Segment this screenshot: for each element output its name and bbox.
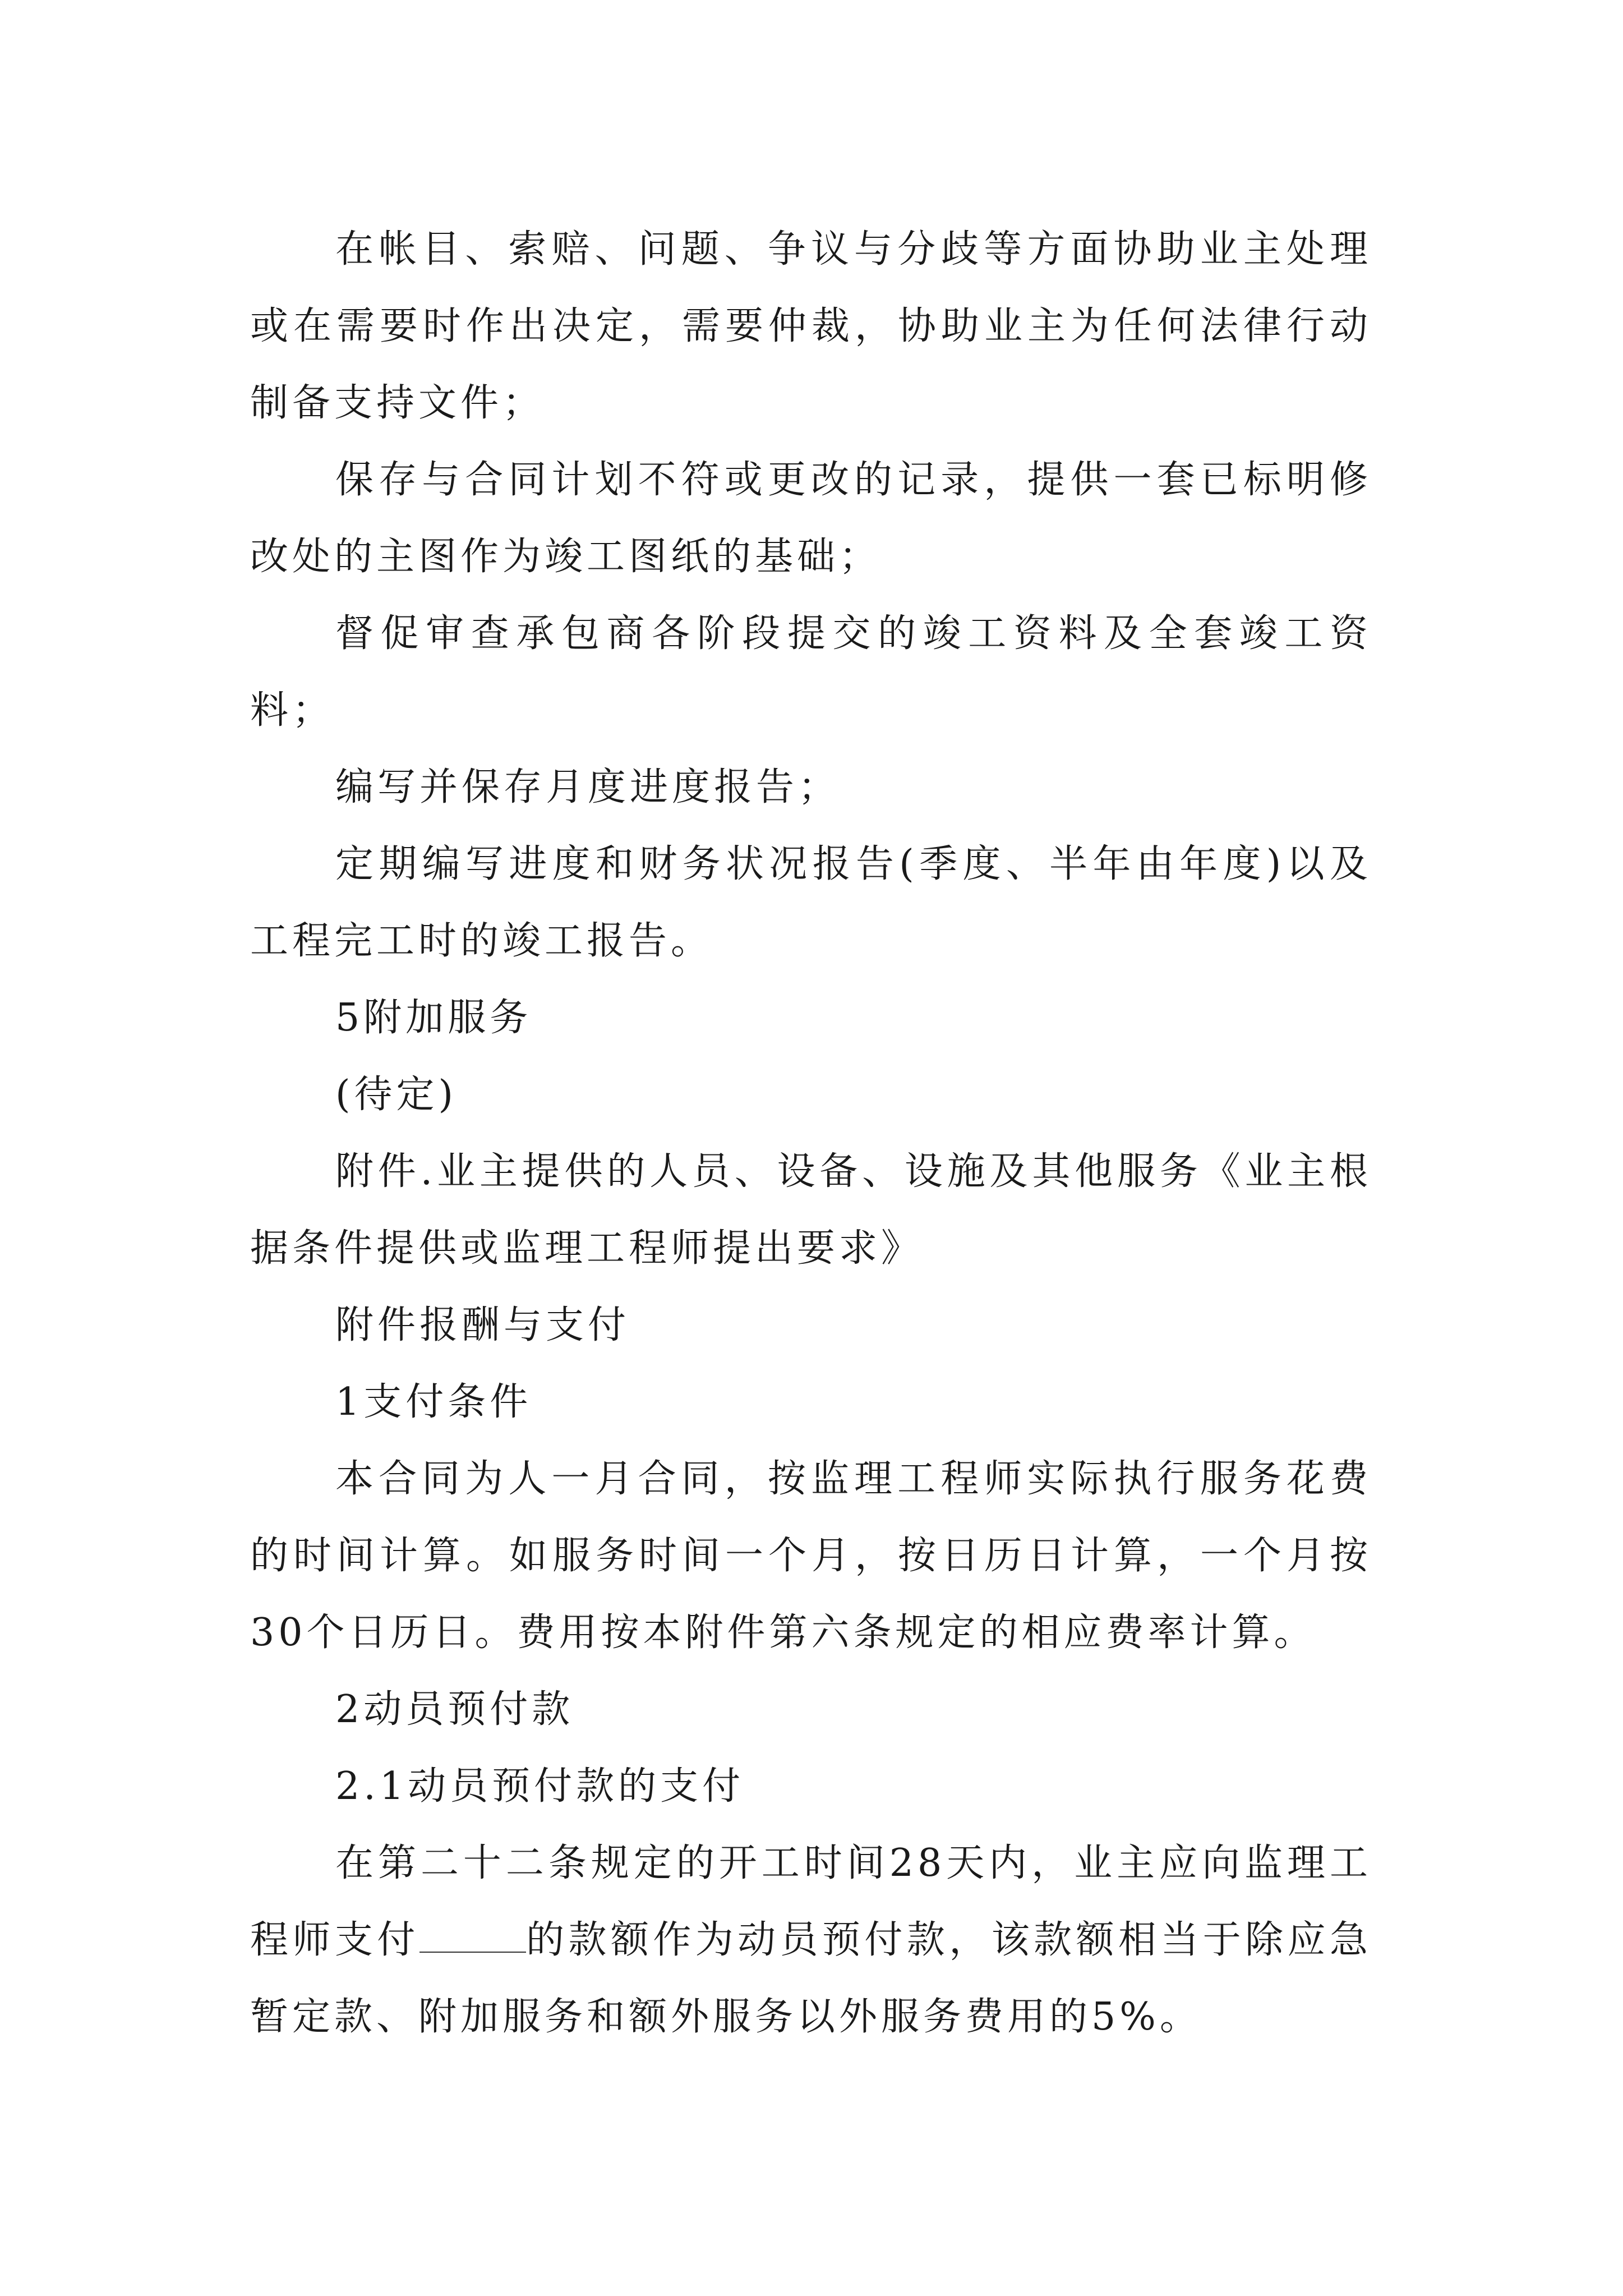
paragraph-periodic-report: 定期编写进度和财务状况报告(季度、半年由年度)以及工程完工时的竣工报告。 [250, 842, 1372, 963]
paragraph-owner-provided-services: 附件.业主提供的人员、设备、设施及其他服务《业主根据条件提供或监理工程师提出要求》 [250, 1149, 1372, 1271]
paragraph-completion-documents: 督促审查承包商各阶段提交的竣工资料及全套竣工资料； [250, 611, 1372, 733]
advance-text-before: 在第二十二条规定的开工时间28天内，业主应向监理工程师支付 [250, 1841, 1372, 1962]
amount-blank [419, 1918, 526, 1953]
paragraph-advance-amount [250, 1825, 1372, 2055]
paragraph-payment-terms: 本合同为人一月合同，按监理工程师实际执行服务花费的时间计算。如服务时间一个月，按日历日计算，一个月按30个日历日。费用按本附件第六条规定的相应费率计算。 [250, 1457, 1372, 1655]
paragraph-to-be-determined: (待定) [335, 1073, 458, 1117]
heading-additional-services: 5附加服务 [335, 996, 532, 1040]
paragraph-claims-assistance: 在帐目、索赔、问题、争议与分歧等方面协助业主处理或在需要时作出决定，需要仲裁，协助业主为任何法律行动制备支持文件； [250, 227, 1372, 425]
document-body [250, 211, 1372, 2055]
advance-text-after: 的款额作为动员预付款，该款额相当于除应急暂定款、附加服务和额外服务以外服务费用的5%。 [250, 1918, 1372, 2039]
paragraph-monthly-report: 编写并保存月度进度报告； [335, 765, 841, 809]
paragraph-change-records: 保存与合同计划不符或更改的记录，提供一套已标明修改处的主图作为竣工图纸的基础； [250, 458, 1372, 579]
heading-mobilization-advance: 2动员预付款 [335, 1687, 574, 1732]
heading-remuneration-payment: 附件报酬与支付 [335, 1303, 630, 1347]
heading-advance-payment: 2.1动员预付款的支付 [335, 1764, 745, 1809]
heading-payment-conditions: 1支付条件 [335, 1380, 532, 1424]
